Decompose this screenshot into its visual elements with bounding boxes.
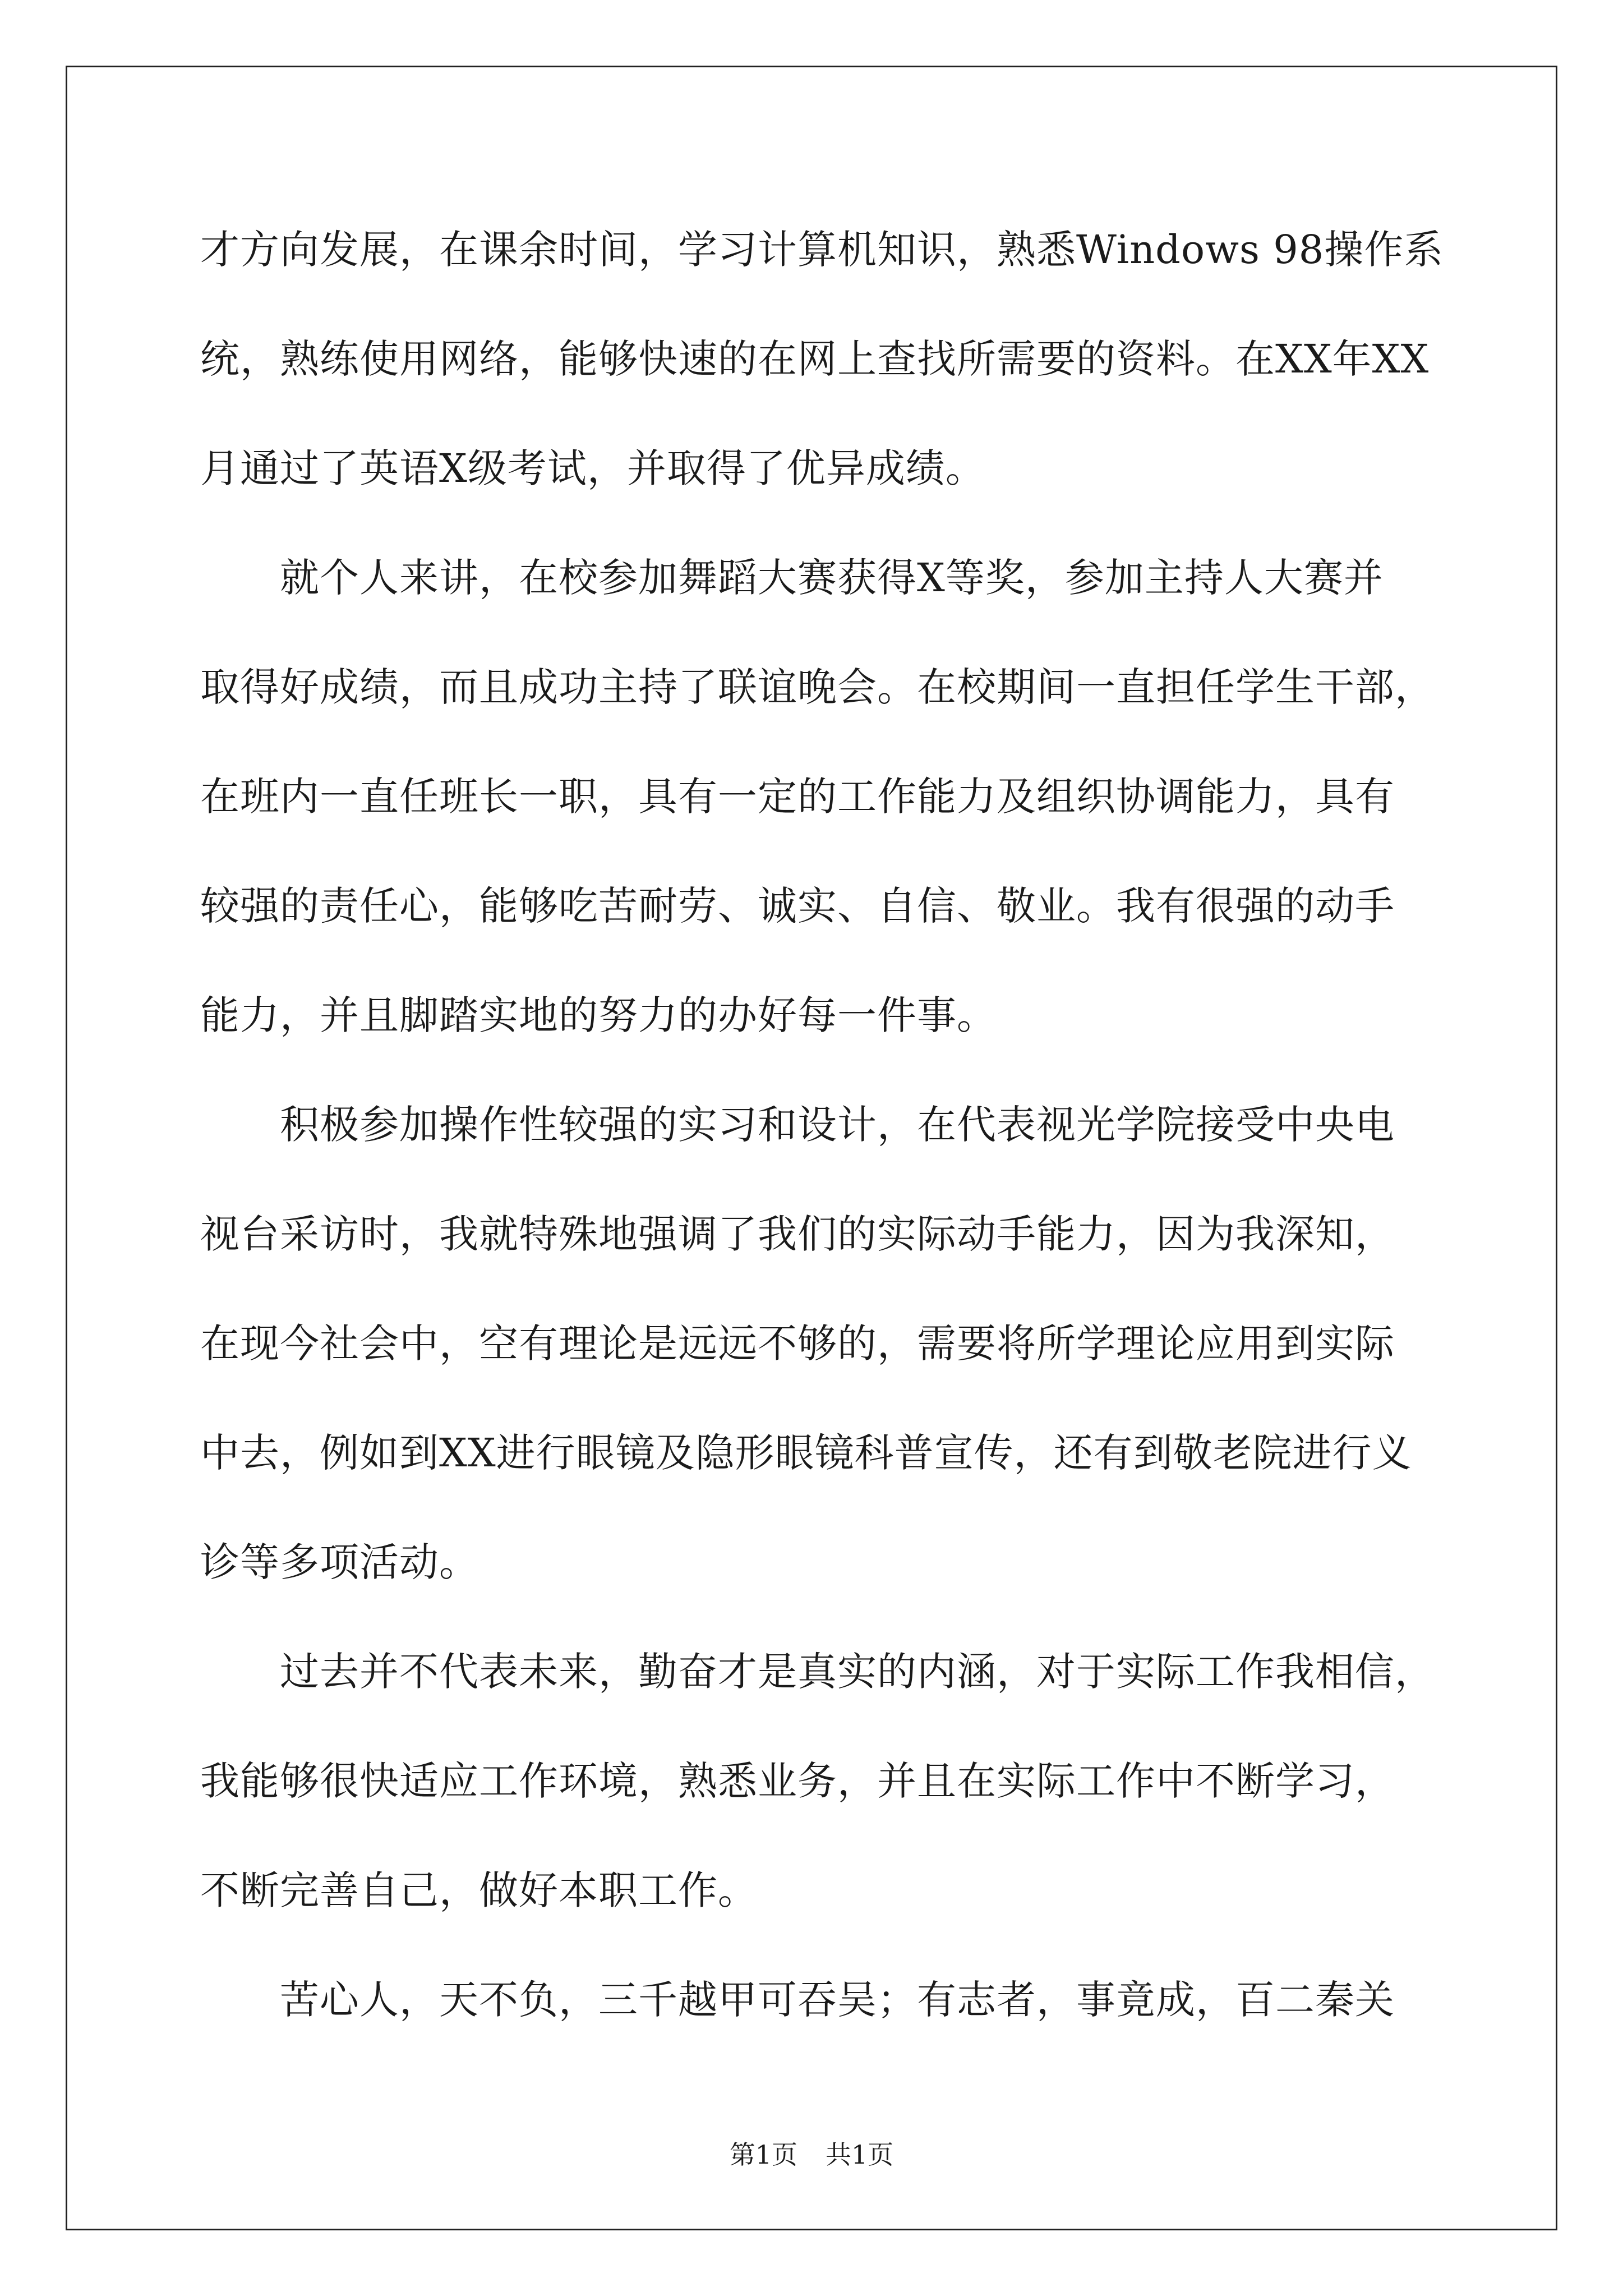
body-line-13: 诊等多项活动。 bbox=[200, 1539, 479, 1585]
body-line-17: 苦心人，天不负，三千越甲可吞吴；有志者，事竟成，百二秦关 bbox=[200, 1977, 1395, 2023]
body-line-14: 过去并不代表未来，勤奋才是真实的内涵，对于实际工作我相信， bbox=[200, 1649, 1435, 1695]
page-number: 第1页 bbox=[729, 2139, 797, 2170]
body-line-4: 就个人来讲，在校参加舞蹈大赛获得X等奖，参加主持人大赛并 bbox=[200, 555, 1384, 601]
body-line-5: 取得好成绩，而且成功主持了联谊晚会。在校期间一直担任学生干部， bbox=[200, 664, 1435, 710]
body-line-9: 积极参加操作性较强的实习和设计，在代表视光学院接受中央电 bbox=[200, 1102, 1395, 1148]
page-total: 共1页 bbox=[826, 2139, 894, 2170]
body-line-12: 中去，例如到XX进行眼镜及隐形眼镜科普宣传，还有到敬老院进行义 bbox=[200, 1430, 1412, 1476]
body-line-11: 在现今社会中，空有理论是远远不够的，需要将所学理论应用到实际 bbox=[200, 1320, 1395, 1366]
body-line-10: 视台采访时，我就特殊地强调了我们的实际动手能力，因为我深知， bbox=[200, 1211, 1395, 1257]
body-line-1: 才方向发展，在课余时间，学习计算机知识，熟悉Windows 98操作系 bbox=[200, 227, 1444, 273]
body-line-16: 不断完善自己，做好本职工作。 bbox=[200, 1867, 758, 1913]
body-line-3: 月通过了英语X级考试，并取得了优异成绩。 bbox=[200, 445, 985, 491]
body-line-15: 我能够很快适应工作环境，熟悉业务，并且在实际工作中不断学习， bbox=[200, 1758, 1395, 1804]
page-footer bbox=[0, 2139, 1623, 2170]
body-line-6: 在班内一直任班长一职，具有一定的工作能力及组织协调能力，具有 bbox=[200, 774, 1395, 820]
body-line-8: 能力，并且脚踏实地的努力的办好每一件事。 bbox=[200, 992, 997, 1038]
body-line-7: 较强的责任心，能够吃苦耐劳、诚实、自信、敬业。我有很强的动手 bbox=[200, 883, 1395, 929]
body-line-2: 统，熟练使用网络，能够快速的在网上查找所需要的资料。在XX年XX bbox=[200, 336, 1430, 382]
